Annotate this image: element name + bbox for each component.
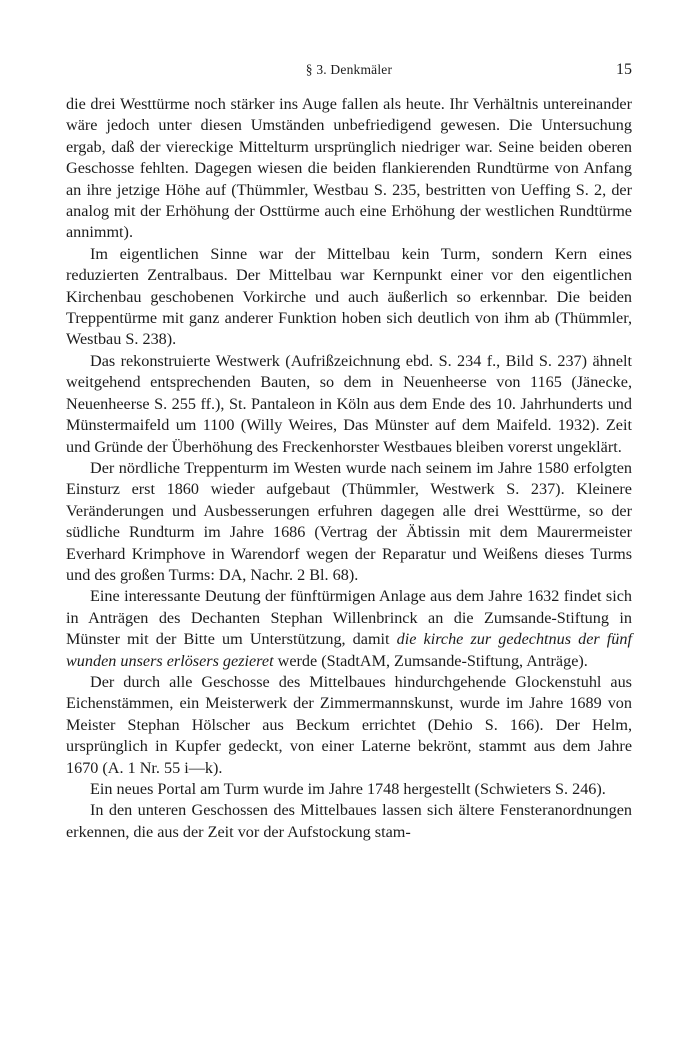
page-header bbox=[66, 62, 632, 84]
running-head: § 3. Denkmäler bbox=[305, 62, 393, 77]
paragraph-glockenstuhl: Der durch alle Geschosse des Mittelbaues hindurchgehende Glockenstuhl aus Eichenstämmen, ein Meisterwerk der Zimmermannskunst, wurde im Jahre 1689 von Meister Stephan Hölscher aus Beckum errichtet (Dehio S. 166). Der Helm, ursprünglich in Kupfer gedeckt, von einer Laterne bekrönt, stammt aus dem Jahre 1670 (A. 1 Nr. 55 i—k). bbox=[66, 672, 632, 777]
paragraph-mittelbau: Im eigentlichen Sinne war der Mittelbau kein Turm, sondern Kern eines reduzierten Zentralbaus. Der Mittelbau war Kernpunkt einer vor den eigentlichen Kirchenbau geschobenen Vorkirche und auch äußerlich so erkennbar. Die beiden Treppentürme mit ganz anderer Funktion hoben sich deutlich von ihm ab (Thümmler, Westbau S. 238). bbox=[66, 244, 632, 349]
paragraph-treppenturm: Der nördliche Treppenturm im Westen wurde nach seinem im Jahre 1580 erfolgten Einsturz erst 1860 wieder aufgebaut (Thümmler, Westwerk S. 237). Kleinere Veränderungen und Ausbesserungen erfuhren dagegen alle drei Westtürme, so der südliche Rundturm im Jahre 1686 (Vertrag der Äbtissin mit dem Maurermeister Everhard Krimphove in Warendorf wegen der Reparatur und Weißens dieses Turms und des großen Turms: DA, Nachr. 2 Bl. 68). bbox=[66, 458, 632, 584]
deutung-text-after: werde (StadtAM, Zumsande-Stiftung, Anträge). bbox=[273, 651, 588, 670]
deutung-quote-italic: die kirche zur gedechtnus der fünf wunden unsers erlösers gezieret bbox=[66, 630, 632, 670]
paragraph-fenster: In den unteren Geschossen des Mittelbaues lassen sich ältere Fensteranordnungen erkennen, die aus der Zeit vor der Aufstockung stam- bbox=[66, 801, 632, 841]
paragraph-continuation: die drei Westtürme noch stärker ins Auge fallen als heute. Ihr Verhältnis untereinander wäre jedoch unter diesen Umständen unbefriedigend gewesen. Die Untersuchung ergab, daß der viereckige Mittelturm ursprünglich niedriger war. Seine beiden oberen Geschosse fehlten. Dagegen wiesen die beiden flankierenden Rundtürme von Anfang an ihre jetzige Höhe auf (Thümmler, Westbau S. 235, bestritten von Ueffing S. 2, der analog mit der Erhöhung der Osttürme auch eine Erhöhung der westlichen Rundtürme annimmt). bbox=[66, 95, 632, 242]
deutung-text-before: Eine interessante Deutung der fünftürmigen Anlage aus dem Jahre 1632 findet sich in Anträgen des Dechanten Stephan Willenbrinck an die Zumsande-Stiftung in Münster mit der Bitte um Unterstützung, damit bbox=[66, 587, 632, 649]
paragraph-westwerk: Das rekonstruierte Westwerk (Aufrißzeichnung ebd. S. 234 f., Bild S. 237) ähnelt weitgehend entsprechenden Bauten, so dem in Neuenheerse von 1165 (Jänecke, Neuenheerse S. 255 ff.), St. Pantaleon in Köln aus dem Ende des 10. Jahrhunderts und Münstermaifeld um 1100 (Willy Weires, Das Münster auf dem Maifeld. 1932). Zeit und Gründe der Überhöhung des Freckenhorster Westbaues bleiben vorerst ungeklärt. bbox=[66, 351, 632, 456]
paragraph-portal: Ein neues Portal am Turm wurde im Jahre 1748 hergestellt (Schwieters S. 246). bbox=[90, 780, 606, 798]
body-text bbox=[66, 94, 632, 843]
paragraph-deutung bbox=[66, 586, 632, 672]
page-number: 15 bbox=[616, 61, 632, 78]
